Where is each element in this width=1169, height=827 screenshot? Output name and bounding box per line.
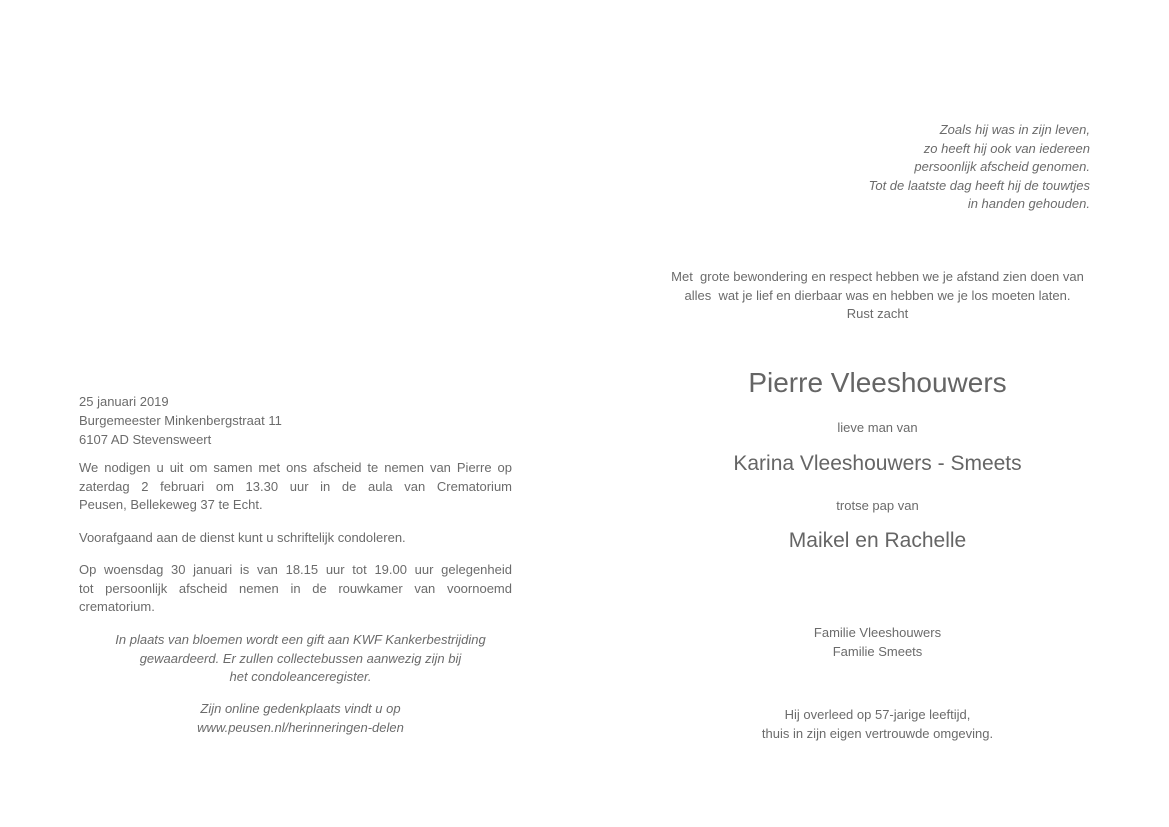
flowers-note-line: In plaats van bloemen wordt een gift aan KWF Kankerbestrijding [115,632,486,647]
visitation-line: tot persoonlijk afscheid nemen in de rouwkamer van voornoemd [79,580,512,596]
poem-line: persoonlijk afscheid genomen. [914,159,1090,174]
poem-line: Zoals hij was in zijn leven, [939,122,1090,137]
poem-line: zo heeft hij ook van iedereen [923,140,1090,156]
flowers-note-line: gewaardeerd. Er zullen collectebussen aanwezig zijn bij [139,650,462,666]
flowers-note-line: het condoleanceregister. [229,669,372,684]
spouse-name: Karina Vleeshouwers - Smeets [733,452,1022,475]
street-address: Burgemeester Minkenbergstraat 11 [79,413,282,428]
deceased-name: Pierre Vleeshouwers [748,367,1007,398]
age-note-line: Hij overleed op 57-jarige leeftijd, [784,707,971,722]
tribute-text [640,268,1115,324]
address-block [79,392,519,449]
online-memorial-link[interactable]: www.peusen.nl/herinneringen-delen [197,719,404,735]
visitation-line: crematorium. [79,599,155,614]
children-intro: trotse pap van [836,498,919,513]
invitation-line: We nodigen u uit om samen met ons afscheid te nemen van Pierre op [79,460,512,475]
tribute-line: Met grote bewondering en respect hebben we je afstand zien doen van [671,269,1084,284]
children-names: Maikel en Rachelle [788,529,967,552]
families [640,624,1115,661]
online-memorial [79,700,522,737]
invitation-paragraph [79,459,512,515]
visitation-line: Op woensdag 30 januari is van 18.15 uur tot 19.00 uur gelegenheid [79,562,512,577]
city-address: 6107 AD Stevensweert [79,432,212,447]
family-line: Familie Vleeshouwers [813,625,942,640]
family-line: Familie Smeets [832,643,923,659]
online-memorial-text: Zijn online gedenkplaats vindt u op [200,701,401,716]
flowers-note [79,631,522,687]
poem-line: Tot de laatste dag heeft hij de touwtjes [868,177,1090,193]
spouse-intro: lieve man van [837,420,918,435]
tribute-line: alles wat je lief en dierbaar was en hebben we je los moeten laten. [684,287,1071,303]
tribute-line: Rust zacht [846,306,909,321]
invitation-line: zaterdag 2 februari om 13.30 uur in de aula van Crematorium [79,478,512,494]
date: 25 januari 2019 [79,394,169,409]
visitation-paragraph [79,561,512,617]
condolence-paragraph [79,529,512,548]
invitation-line: Peusen, Bellekeweg 37 te Echt. [79,497,263,512]
age-note [640,706,1115,743]
age-note-line: thuis in zijn eigen vertrouwde omgeving. [761,725,994,741]
poem [780,121,1090,214]
condolence-line: Voorafgaand aan de dienst kunt u schriftelijk condoleren. [79,530,406,545]
poem-line: in handen gehouden. [967,196,1090,211]
